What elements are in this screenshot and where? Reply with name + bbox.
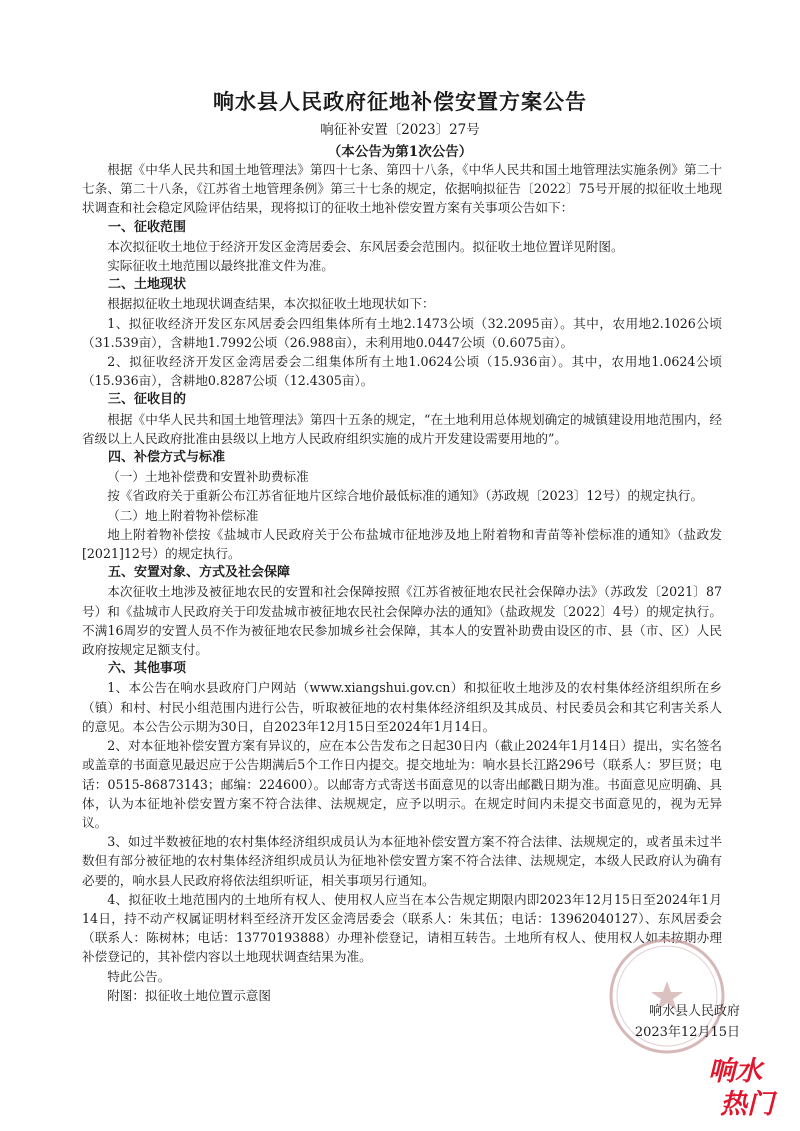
paragraph: 根据拟征收土地现状调查结果，本次拟征收土地现状如下：: [107, 296, 435, 312]
paragraph: 1、拟征收经济开发区东风居委会四组集体所有土地2.1473公顷（32.2095亩）。其中，农用地2.1026公顷（31.539亩），含耕地1.7992公顷（26.988亩），未利用地0.0447公顷（0.6075亩）。: [82, 315, 722, 350]
signature-org: 响水县人民政府: [648, 1004, 740, 1019]
paragraph: 本次拟征收土地位于经济开发区金湾居委会、东风居委会范围内。拟征收土地位置详见附图。: [107, 238, 624, 254]
paragraph: 3、如过半数被征地的农村集体经济组织成员认为本征地补偿安置方案不符合法律、法规规定的，或者虽未过半数但有部分被征地的农村集体经济组织成员认为征地补偿安置方案不符合法律、法规规定，本级人民政府认为确有必要的，响水县人民政府将依法组织听证，相关事项另行通知。: [82, 834, 722, 888]
paragraph: 2、拟征收经济开发区金湾居委会二组集体所有土地1.0624公顷（15.936亩）。其中，农用地1.0624公顷（15.936亩），含耕地0.8287公顷（12.4305亩）。: [82, 354, 722, 389]
paragraph: 地上附着物补偿按《盐城市人民政府关于公布盐城市征地涉及地上附着物和青苗等补偿标准的通知》（盐政发[2021]12号）的规定执行。: [82, 526, 722, 562]
paragraph: 按《省政府关于重新公布江苏省征地片区综合地价最低标准的通知》（苏政规〔2023〕12号）的规定执行。: [107, 488, 704, 504]
subheading: （二）地上附着物补偿标准: [107, 507, 259, 523]
paragraph: 2、对本征地补偿安置方案有异议的，应在本公告发布之日起30日内（截止2024年1月14日）提出，实名签名或盖章的书面意见最迟应于公告期满后5个工作日内提交。提交地址为：响水县长江路296号（联系人：罗巨贤；电话：0515-86873143；邮编：224600）。以邮寄方式寄送书面意见的以寄出邮戳日期为准。书面意见应明确、具体，认为本征地补偿安置方案不符合法律、法规规定，应予以明示。在规定时间内未提交书面意见的，视为无异议。: [82, 738, 722, 830]
section-heading: 六、其他事项: [108, 661, 187, 677]
notice-body: [82, 160, 722, 1005]
subheading: （一）土地补偿费和安置补助费标准: [107, 469, 309, 485]
signature-date: 2023年12月15日: [634, 1025, 740, 1040]
paragraph: 实际征收土地范围以最终批准文件为准。: [107, 258, 334, 274]
paragraph: 根据《中华人民共和国土地管理法》第四十五条的规定，“在土地利用总体规划确定的城镇建设用地范围内，经省级以上人民政府批准由县级以上地方人民政府组织实施的成片开发建设需要用地的”。: [82, 411, 722, 446]
announcement-note: （本公告为第1次公告）: [327, 144, 473, 160]
logo-text-top: 响水: [708, 1056, 762, 1087]
page-title: 响水县人民政府征地补偿安置方案公告: [213, 90, 587, 114]
paragraph: 本次征收土地涉及被征地农民的安置和社会保障按照《江苏省被征地农民社会保障办法》（苏政发〔2021〕87号）和《盐城市人民政府关于印发盐城市被征地农民社会保障办法的通知》（盐政规发〔2022〕4号）的规定执行。不满16周岁的安置人员不作为被征地农民参加城乡社会保障，其本人的安置补助费由设区的市、县（市、区）人民政府按规定足额支付。: [82, 584, 722, 658]
corner-logo: [706, 1050, 784, 1120]
document-number: 响征补安置〔2023〕27号: [320, 122, 480, 138]
closing-line: 特此公告。: [107, 968, 171, 984]
section-heading: 一、征收范围: [108, 219, 187, 235]
paragraph: 1、本公告在响水县政府门户网站（www.xiangshui.gov.cn）和拟征收土地涉及的农村集体经济组织所在乡（镇）和村、村民小组范围内进行公告，听取被征地的农村集体经济组织及其成员、村民委员会和其它利害关系人的意见。本公告公示期为30日，自2023年12月15日至2024年1月14日。: [82, 680, 722, 734]
attachment-line: 附图：拟征收土地位置示意图: [107, 987, 271, 1003]
intro-paragraph: 根据《中华人民共和国土地管理法》第四十七条、第四十八条，《中华人民共和国土地管理法实施条例》第二十七条、第二十八条，《江苏省土地管理条例》第三十七条的规定，依据响拟征告〔2022〕75号开展的拟征收土地现状调查和社会稳定风险评估结果，现将拟订的征收土地补偿安置方案有关事项公告如下：: [82, 162, 722, 216]
section-heading: 四、补偿方式与标准: [108, 450, 226, 466]
logo-text-bottom: 热门: [720, 1089, 774, 1120]
section-heading: 五、安置对象、方式及社会保障: [108, 565, 291, 581]
paragraph: 4、拟征收土地范围内的土地所有权人、使用权人应当在本公告规定期限内即2023年12月15日至2024年1月14日，持不动产权属证明材料至经济开发区金湾居委会（联系人：朱其伍；电话：13962040127）、东风居委会（联系人：陈树林；电话：13770193888）办理补偿登记，请相互转告。土地所有权人、使用权人如未按期办理补偿登记的，其补偿内容以土地现状调查结果为准。: [82, 891, 722, 965]
section-heading: 二、土地现状: [108, 277, 187, 293]
section-heading: 三、征收目的: [108, 392, 187, 408]
